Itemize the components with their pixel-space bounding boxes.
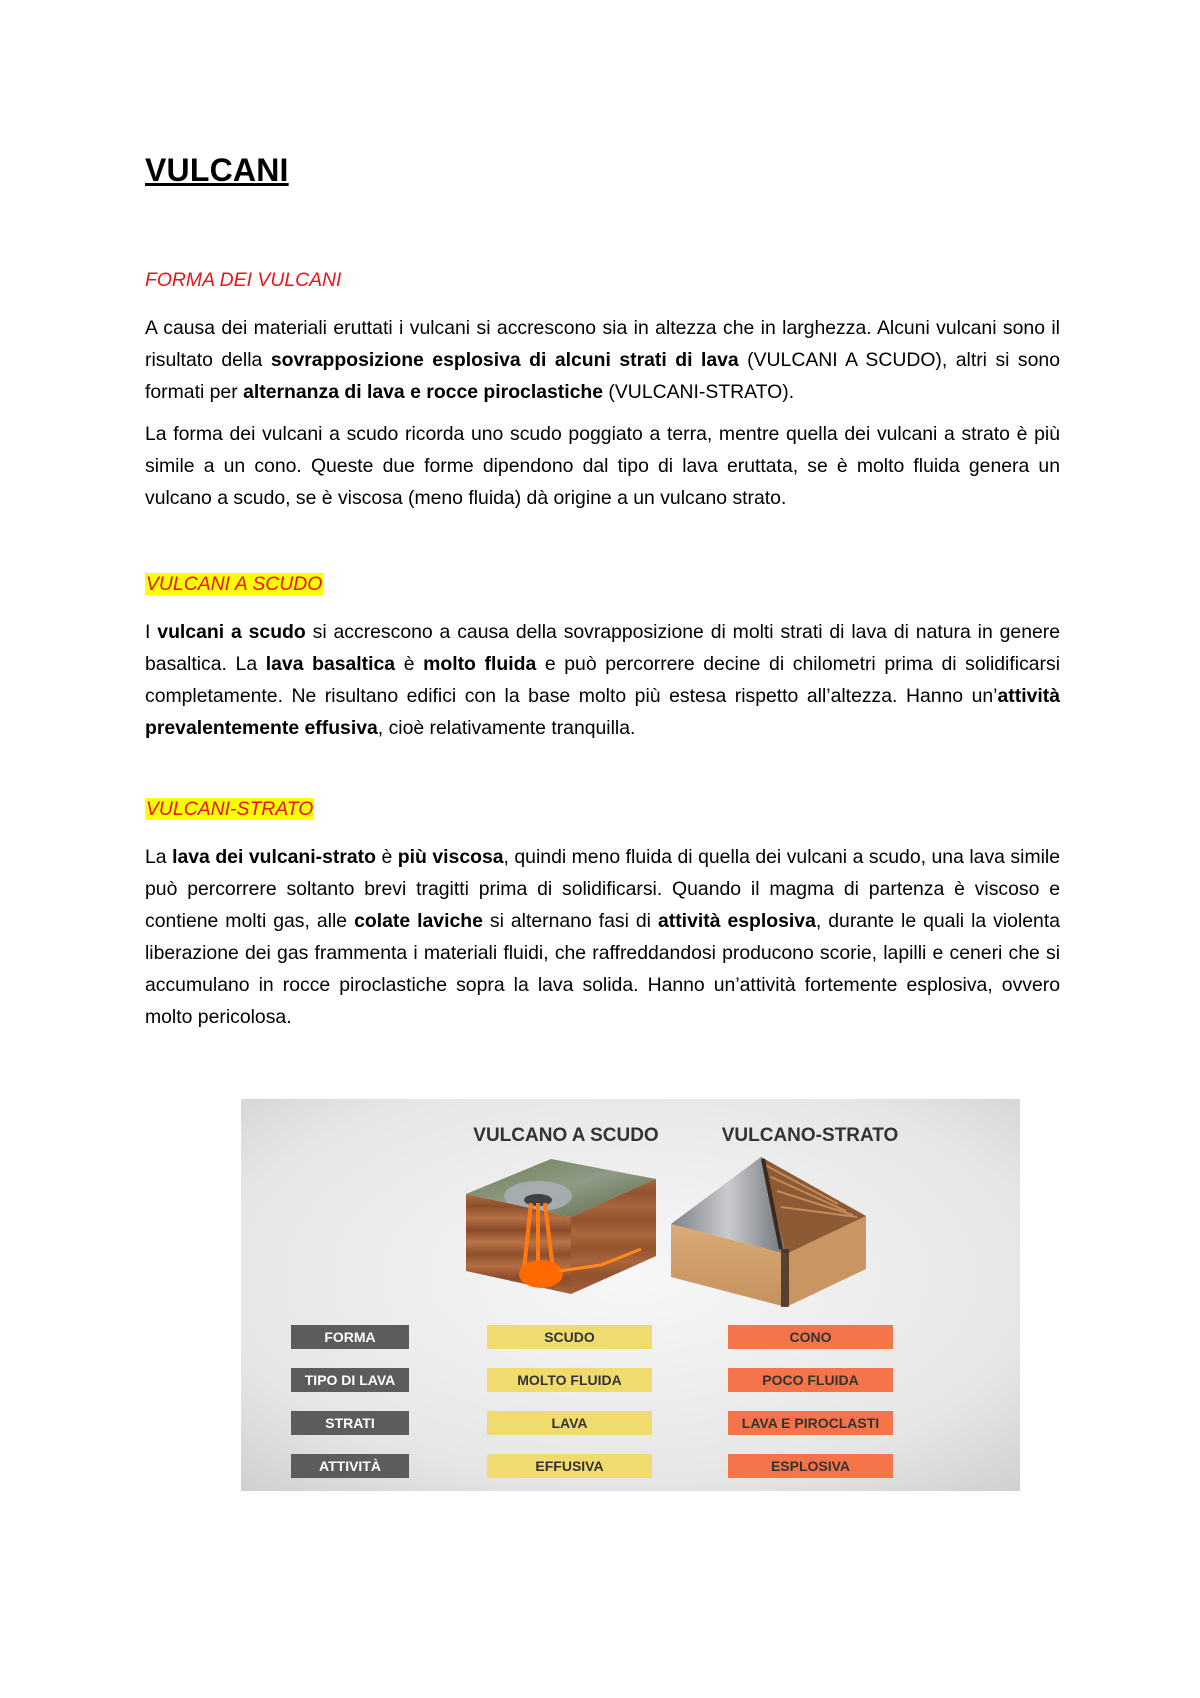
- row-label: ATTIVITÀ: [319, 1458, 381, 1474]
- scudo-value: SCUDO: [544, 1329, 595, 1345]
- scudo-value: MOLTO FLUIDA: [517, 1372, 622, 1388]
- strato-value: ESPLOSIVA: [770, 1458, 851, 1474]
- stratovolcano-title: VULCANO-STRATO: [721, 1125, 899, 1146]
- heading-vulcani-a-scudo: VULCANI A SCUDO: [146, 573, 323, 595]
- row-label: FORMA: [324, 1329, 376, 1345]
- row-label: STRATI: [325, 1415, 375, 1431]
- forma-paragraph-2: La forma dei vulcani a scudo ricorda uno scudo poggiato a terra, mentre quella dei vulcani a strato è più simile a un cono. Queste due forme dipendono dal tipo di lava eruttata, se è molto fluida genera un vulcano a scudo, se è viscosa (meno fluida) dà origine a un vulcano strato.: [145, 423, 1060, 509]
- strato-section: [145, 841, 1060, 1033]
- strato-value: CONO: [789, 1329, 832, 1345]
- row-label: TIPO DI LAVA: [304, 1372, 396, 1388]
- scudo-value: LAVA: [551, 1415, 588, 1431]
- shield-volcano-title: VULCANO A SCUDO: [473, 1125, 659, 1146]
- scudo-section: [145, 616, 1060, 744]
- strato-value: LAVA E PIROCLASTI: [741, 1415, 880, 1431]
- strato-paragraph: La lava dei vulcani-strato è più viscosa, quindi meno fluida di quella dei vulcani a scudo, una lava simile può percorrere soltanto brevi tragitti prima di solidificarsi. Quando il magma di partenza è viscoso e contiene molti gas, alle colate laviche si alternano fasi di attività esplosiva, durante le quali la violenta liberazione dei gas frammenta i materiali fluidi, che raffreddandosi producono scorie, lapilli e ceneri che si accumulano in rocce piroclastiche sopra la lava solida. Hanno un’attività fortemente esplosiva, ovvero molto pericolosa.: [145, 846, 1060, 1028]
- strato-value: POCO FLUIDA: [762, 1372, 859, 1388]
- forma-section: [145, 312, 1060, 514]
- scudo-paragraph: I vulcani a scudo si accrescono a causa della sovrapposizione di molti strati di lava di natura in genere basaltica. La lava basaltica è molto fluida e può percorrere decine di chilometri prima di solidificarsi completamente. Ne risultano edifici con la base molto più estesa rispetto all’altezza. Hanno un’attività prevalentemente effusiva, cioè relativamente tranquilla.: [145, 621, 1061, 739]
- volcano-comparison-svg: [241, 1099, 1020, 1491]
- forma-paragraph-1: A causa dei materiali eruttati i vulcani si accrescono sia in altezza che in larghezza. Alcuni vulcani sono il risultato della sovrapposizione esplosiva di alcuni strati di lava (VULCANI A SCUDO), altri si sono formati per alternanza di lava e rocce piroclastiche (VULCANI-STRATO).: [145, 317, 1060, 403]
- page-title: VULCANI: [145, 152, 289, 188]
- scudo-value: EFFUSIVA: [535, 1458, 604, 1474]
- heading-vulcani-strato: VULCANI-STRATO: [146, 798, 314, 820]
- heading-forma-dei-vulcani: FORMA DEI VULCANI: [145, 269, 342, 291]
- volcano-comparison-figure: [241, 1099, 1020, 1491]
